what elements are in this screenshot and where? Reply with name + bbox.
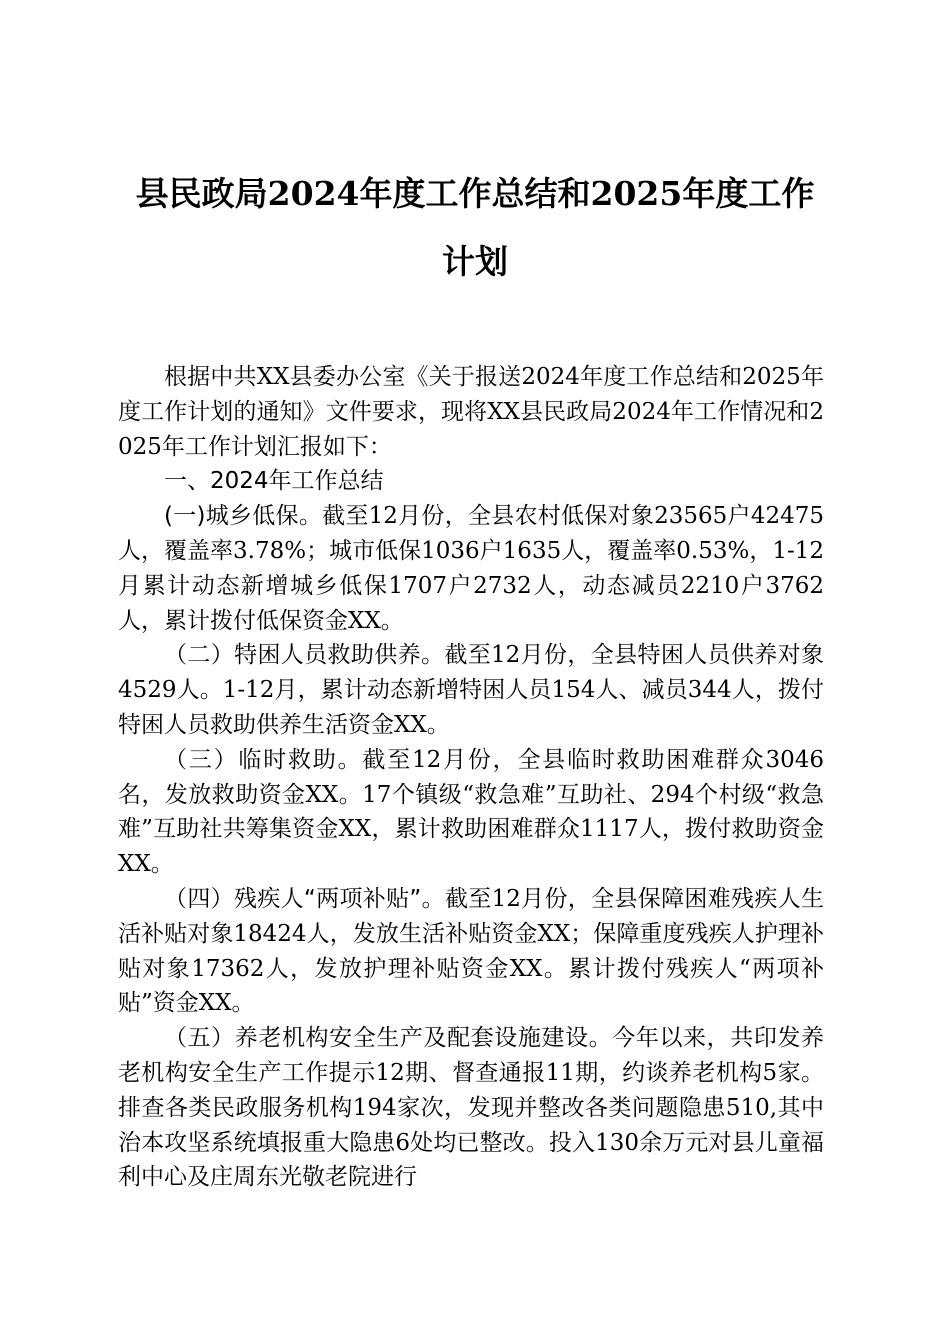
item-text: 今年以来，共印发养老机构安全生产工作提示12期、督查通报11期，约谈养老机构5家。排查各类民政服务机构194家次，发现并整改各类问题隐患510,其中治本攻坚系统填报重大隐患6处均已整改。投入130余万元对县儿童福利中心及庄周东光敬老院进行 [118, 1025, 825, 1191]
item-paragraph [118, 882, 824, 1021]
item-lead: （三）临时救助。 [164, 746, 363, 773]
item-lead: （四）残疾人“两项补贴”。 [164, 885, 445, 912]
item-lead: （二）特困人员救助供养。 [164, 642, 445, 669]
document-title-line-2: 计划 [442, 242, 508, 281]
item-lead: （五）养老机构安全生产及配套设施建设。 [164, 1025, 613, 1052]
item-text: 截至12月份，全县保障困难残疾人生活补贴对象18424人，发放生活补贴资金XX；保障重度残疾人护理补贴对象17362人，发放护理补贴资金XX。累计拨付残疾人“两项补贴”资金XX。 [118, 885, 824, 1017]
item-text: 截至12月份，全县特困人员供养对象4529人。1-12月，累计动态新增特困人员154人、减员344人，拨付特困人员救助供养生活资金XX。 [118, 642, 824, 738]
item-text: 截至12月份，全县临时救助困难群众3046名，发放救助资金XX。17个镇级“救急难”互助社、294个村级“救急难”互助社共筹集资金XX，累计救助困难群众1117人，拨付救助资金XX。 [118, 746, 824, 878]
document-title-line-1: 县民政局2024年度工作总结和2025年度工作 [135, 174, 815, 213]
item-paragraph [118, 638, 824, 742]
section-heading: 一、2024年工作总结 [164, 468, 384, 495]
intro-paragraph: 根据中共XX县委办公室《关于报送2024年度工作总结和2025年度工作计划的通知》文件要求，现将XX县民政局2024年工作情况和2025年工作计划汇报如下： [118, 364, 824, 460]
item-paragraph [118, 743, 824, 882]
document-body [118, 360, 824, 1195]
item-paragraph [118, 499, 824, 638]
item-paragraph [118, 1021, 824, 1195]
item-text: 截至12月份，全县农村低保对象23565户42475人，覆盖率3.78%；城市低保1036户1635人，覆盖率0.53%，1-12月累计动态新增城乡低保1707户2732人，动态减员2210户3762人，累计拨付低保资金XX。 [118, 503, 824, 634]
item-lead: (一)城乡低保。 [164, 503, 323, 530]
